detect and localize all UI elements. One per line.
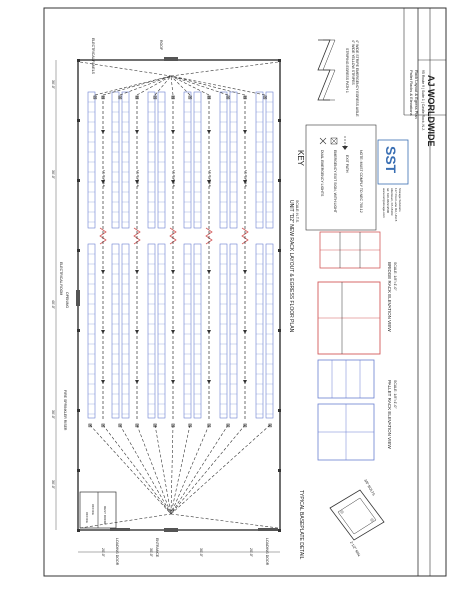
key-item-label: DUAL EMERGENCY LIGHTS (320, 150, 324, 197)
dual-emergency-lights-icon (320, 138, 326, 144)
exit-sign-icon: ⊠ (101, 423, 106, 429)
vendor-line: Allentown, PA 18103 (390, 188, 394, 216)
pallet-rack-row (148, 244, 155, 418)
top-door (164, 57, 178, 61)
stripe-detail (318, 40, 359, 117)
wall-column (77, 249, 80, 252)
exit-path-arrow-icon (171, 330, 175, 334)
aisle-label: 12'-0" AISLE (244, 170, 248, 187)
egress-line (137, 425, 171, 514)
pallet-rack-row (88, 244, 95, 418)
exit-sign-icon: ⊠ (93, 95, 98, 101)
wall-column (77, 469, 80, 472)
exit-sign-icon: ⊠ (188, 95, 193, 101)
exit-sign-icon: ⊠ (207, 423, 212, 429)
baseplate-dim: 2-1/2" MIN. (349, 540, 362, 558)
company-address: 95 Route 9 | Suite 1 | Castle Rock, N.J. (421, 70, 425, 131)
fire-riser-label: FIRE SPRINKLER RISER (63, 390, 67, 431)
exit-path-arrow-icon (243, 330, 247, 334)
pallet-rack-row (266, 92, 273, 228)
bottom-dimension: 20'-0" (101, 548, 105, 557)
wall-column (77, 179, 80, 182)
exit-path-arrow-icon (243, 380, 247, 384)
exit-sign-icon: ⊠ (153, 423, 158, 429)
egress-line (171, 423, 193, 514)
bottom-dimension: 30'-0" (149, 548, 153, 557)
aisle-label: 12'-0" AISLE (136, 170, 140, 187)
vendor-info (382, 188, 402, 222)
wall-column (77, 529, 80, 532)
exit-sign-icon: ⊠ (188, 423, 193, 429)
building-columns (77, 59, 281, 532)
aisle-label: 12'-0" AISLE (102, 170, 106, 187)
bottom-dimension: 20'-0" (249, 548, 253, 557)
aisle-label: 12'-0" AISLE (172, 170, 176, 187)
pallet-rack-elevation (318, 360, 397, 460)
egress-line (155, 425, 171, 514)
baseplate-dim: 3/8" BOLTS (363, 478, 376, 497)
stripe-note-1: 4" WIDE YELLOW STRIPES (351, 40, 355, 85)
exit-path-arrow-icon (101, 130, 105, 134)
exit-sign-icon: ⊠ (243, 423, 248, 429)
wall-column (77, 409, 80, 412)
bay-dimension: 30'-0" (51, 410, 55, 419)
exit-sign-icon: ⊠ (153, 95, 158, 101)
egress-line (171, 514, 278, 528)
egress-line (171, 76, 173, 95)
wall-column (278, 469, 281, 472)
rack-rows (88, 92, 273, 418)
company-name: AJ WORLDWIDE (426, 75, 436, 147)
bridge-rack-elevation (318, 232, 397, 354)
pallet-rack-row (220, 244, 227, 418)
bay-dimension: 30'-0" (51, 480, 55, 489)
exit-sign-icon: ⊠ (118, 423, 123, 429)
egress-line (171, 76, 245, 95)
exit-path-arrow-icon (101, 270, 105, 274)
pallet-elevation-scale: SCALE: 1/8"=1'-0" (393, 380, 397, 409)
sst-logo (378, 140, 408, 184)
exit-sign-icon: ⊠ (226, 95, 231, 101)
exit-sign-icon: ⊠ (243, 95, 248, 101)
loading-door-label: LOADING DOOR (115, 538, 119, 566)
entrance-door (164, 528, 178, 532)
bridge-elevation-scale: SCALE: 1/8"=1'-0" (393, 262, 397, 291)
exit-sign-icon: ⊠ (268, 423, 273, 429)
pallet-elevation-title: PALLET RACK ELEVATION VIEW (387, 380, 392, 449)
building-wall (78, 60, 280, 530)
electrical-panels-label: ELECTRICAL PANELS (91, 38, 95, 74)
key-item-label: EMERGENCY EXIT SIGN, WITH LIGHT (333, 150, 337, 213)
electrical-room-label: ELECTRICAL ROOM (59, 262, 63, 296)
plan-title: UNIT "D2" NEW RACK LAYOUT & EGRESS FLOOR PLAN (288, 200, 294, 333)
pallet-rack-row (256, 92, 263, 228)
pallet-rack-row (194, 244, 201, 418)
wall-column (278, 409, 281, 412)
floor-plan (51, 38, 299, 566)
stripe-note-2: 4" WIDE STRIPE EMERGENCY EGRESS AISLE (355, 40, 359, 117)
exit-sign-icon: ⊠ (135, 95, 140, 101)
baseplate-title: TYPICAL BASEPLATE DETAIL (298, 490, 304, 560)
wall-column (77, 59, 80, 62)
drawing-title-2: Pallet Racks & Elevations (409, 70, 414, 116)
wall-column (77, 329, 80, 332)
bridge-racks (100, 228, 248, 244)
exit-path-arrow-icon (135, 330, 139, 334)
exit-sign-icon: ⊠ (101, 95, 106, 101)
egress-line (90, 425, 171, 514)
aisle-labels (102, 170, 248, 187)
drawing-title-1: Rack Layout & Egress Plan (414, 70, 419, 119)
exit-path-arrow-icon (207, 380, 211, 384)
key-item-label: EXIT PATH (345, 155, 349, 173)
egress-line (80, 514, 171, 528)
plan-scale: SCALE: N.T.S. (295, 200, 299, 223)
office-label: OFFICE (85, 512, 89, 523)
key-legend (296, 125, 376, 230)
exit-path-arrow-icon (135, 270, 139, 274)
exit-path-icon (342, 136, 348, 150)
exit-path-arrow-icon (171, 270, 175, 274)
exit-path-arrow-icon (135, 380, 139, 384)
exit-path-arrow-icon (171, 130, 175, 134)
exit-path-arrow-icon (101, 330, 105, 334)
wall-column (77, 119, 80, 122)
pallet-rack-row (88, 92, 98, 228)
aisle-label: 12'-0" AISLE (208, 170, 212, 187)
exit-path-arrow-icon (243, 130, 247, 134)
opening-label: OPENING (65, 292, 69, 309)
egress-line (171, 423, 231, 514)
pallet-rack-row (256, 244, 263, 418)
roof-label: ROOF (159, 40, 163, 51)
wall-column (278, 179, 281, 182)
wall-column (278, 59, 281, 62)
bay-dimension: 30'-0" (51, 80, 55, 89)
exit-path-arrow-icon (135, 130, 139, 134)
key-title: KEY (296, 150, 305, 167)
exit-sign-icon: ⊠ (207, 95, 212, 101)
pallet-rack-row (266, 244, 273, 418)
egress-line (171, 423, 273, 514)
baseplate-detail (298, 479, 384, 560)
exit-path-arrow-icon (207, 270, 211, 274)
key-note: NOTE: MUST COMPLY TO NEC 700.12 (359, 150, 363, 213)
office-label: OFFICE (91, 504, 95, 515)
wall-column (278, 249, 281, 252)
pallet-rack-row (148, 92, 158, 228)
exit-sign-icon: ⊠ (118, 95, 123, 101)
pallet-rack-row (158, 92, 165, 228)
exit-sign-icon: ⊠ (171, 423, 176, 429)
bottom-dimension: 30'-0" (199, 548, 203, 557)
exit-sign-icon (331, 138, 337, 144)
pallet-rack-row (194, 92, 201, 228)
loading-door-right (258, 528, 278, 531)
wall-column (278, 529, 281, 532)
exit-path-arrow-icon (243, 270, 247, 274)
pallet-rack-row (184, 92, 191, 228)
restroom-label: REST ROOM (103, 506, 107, 525)
entrance-label: ENTRANCE (155, 538, 159, 558)
pallet-rack-row (220, 92, 227, 228)
vendor-line: Storage Solutions (398, 188, 402, 212)
pallet-rack-row (112, 92, 119, 228)
pallet-rack-row (122, 244, 129, 418)
exit-path-arrow-icon (207, 130, 211, 134)
opening-door (76, 290, 80, 306)
pallet-rack-row (184, 244, 191, 418)
exit-sign-icon: ⊠ (171, 95, 176, 101)
vendor-line: tel: 610-4822-9500 (386, 188, 390, 214)
pallet-rack-row (122, 92, 129, 228)
egress-paths (80, 62, 278, 528)
exit-sign-icon: ⊠ (135, 423, 140, 429)
loading-door-label: LOADING DOOR (265, 538, 269, 566)
pallet-rack-row (230, 92, 237, 228)
egress-line (103, 425, 171, 514)
pallet-rack-row (158, 244, 165, 418)
exit-sign-icon: ⊠ (226, 423, 231, 429)
wall-column (278, 119, 281, 122)
loading-door-left (110, 528, 130, 531)
exit-path-arrow-icon (101, 380, 105, 384)
exit-path-arrow-icon (171, 380, 175, 384)
office-block (80, 492, 116, 528)
logo-text: SST (383, 146, 399, 174)
bay-dimension: 30'-0" (51, 170, 55, 179)
exit-sign-icon: ⊠ (263, 95, 268, 101)
egress-line (171, 423, 212, 514)
bridge-elevation-title: BRIDGE RACK ELEVATION VIEW (387, 262, 392, 332)
vendor-line: 117 Post Lane Rd, Unit 8 (394, 188, 398, 222)
egress-line (171, 423, 176, 514)
vendor-line: www.sstnjstorage.com (382, 188, 386, 218)
egress-line (171, 62, 278, 76)
stripe-label: STRIPING EGRESS PATH 1 (345, 48, 349, 93)
exit-path-arrow-icon (207, 330, 211, 334)
pallet-rack-row (230, 244, 237, 418)
pallet-rack-row (112, 244, 119, 418)
wall-column (278, 329, 281, 332)
exit-sign-icon: ⊠ (88, 423, 93, 429)
egress-line (171, 423, 248, 514)
bay-dimension: 40'-0" (51, 300, 55, 309)
egress-line (120, 425, 171, 514)
